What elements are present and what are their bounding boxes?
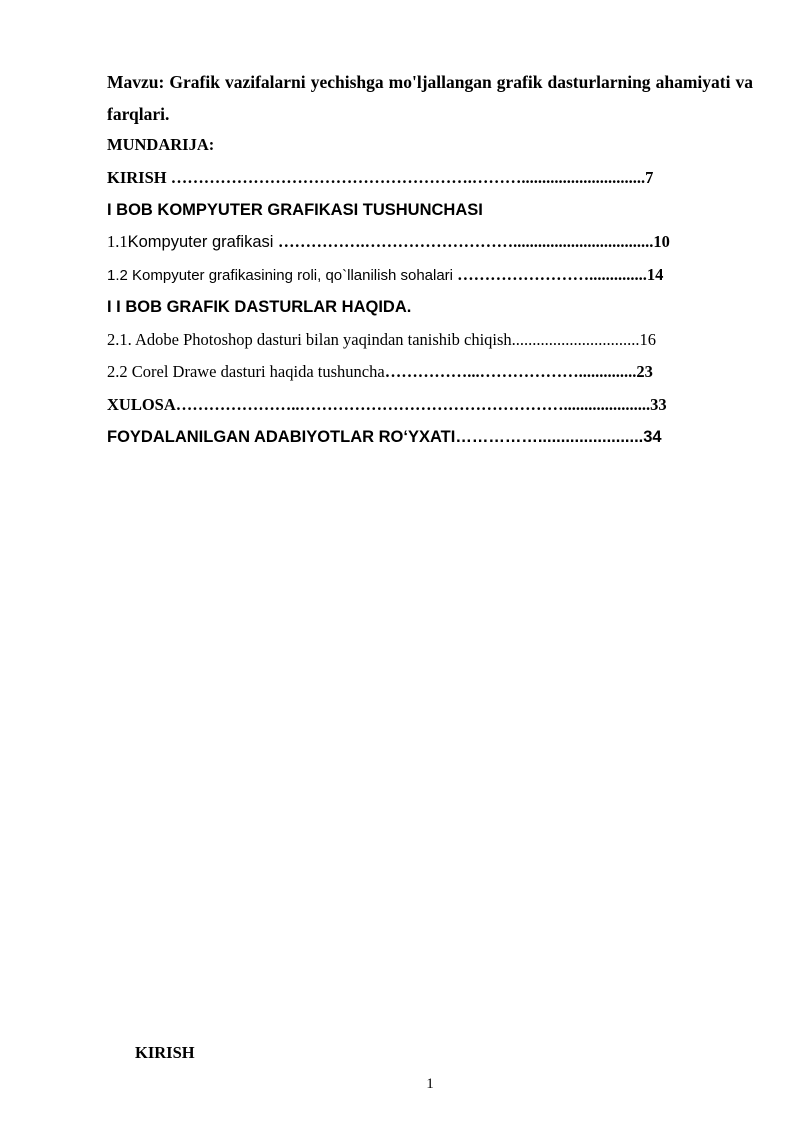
toc-entry-1-1-leader: …………….………………………..................................10 — [278, 232, 670, 251]
toc-entry-1-2-label: 1.2 Kompyuter grafikasining roli, qo`llanilish sohalari — [107, 267, 458, 284]
toc-entry-2-2-leader: ……………...………………..............23 — [384, 362, 653, 381]
toc-entry-1-1-label: Kompyuter grafikasi — [127, 233, 279, 251]
toc-entry-1-1-number: 1.1 — [107, 232, 128, 251]
toc-entry-1-2 — [107, 264, 663, 287]
page-number: 1 — [426, 1076, 434, 1092]
next-section-heading: KIRISH — [135, 1043, 195, 1062]
toc-entry-1-2-leader: ……………………..............14 — [457, 265, 664, 284]
toc-entry-chapter-2: I I BOB GRAFIK DASTURLAR HAQIDA. — [107, 298, 412, 316]
toc-entry-2-2-label: 2.2 Corel Drawe dasturi haqida tushuncha — [107, 362, 385, 381]
toc-entry-2-1: 2.1. Adobe Photoshop dasturi bilan yaqindan tanishib chiqish...............................16 — [107, 330, 657, 349]
toc-entry-chapter-1: I BOB KOMPYUTER GRAFIKASI TUSHUNCHASI — [107, 201, 483, 219]
toc-entry-1-1 — [107, 231, 670, 253]
toc-entry-2-2 — [107, 361, 653, 383]
toc-entry-bibliography: FOYDALANILGAN ADABIYOTLAR RO‘YXATI…………….......................34 — [107, 428, 662, 446]
topic-title: Mavzu: Grafik vazifalarni yechishga mo'ljallangan grafik dasturlarning ahamiyati va farqlari. — [107, 72, 753, 124]
toc-entry-kirish: KIRISH ……………………………………………….………..............................7 — [107, 168, 654, 187]
toc-entry-xulosa: XULOSA…………………..………………………………………….....................33 — [107, 395, 667, 414]
contents-heading: MUNDARIJA: — [107, 135, 215, 154]
